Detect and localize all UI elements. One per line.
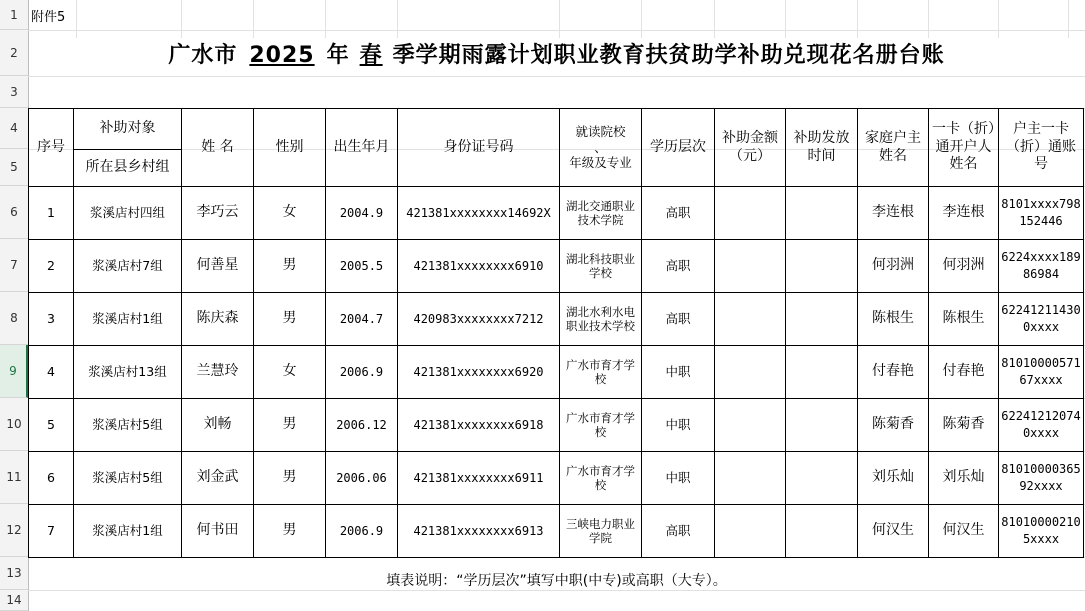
header-school[interactable]: 就读院校 、 年级及专业 (559, 108, 642, 187)
cell-account-holder[interactable]: 何羽洲 (928, 239, 999, 293)
cell-household-head[interactable]: 陈菊香 (857, 398, 929, 452)
row-number[interactable]: 11 (0, 451, 28, 504)
cell-village[interactable]: 浆溪店村1组 (73, 504, 182, 558)
gridline-v (714, 0, 715, 38)
cell-amount[interactable] (714, 504, 786, 558)
title-suffix: 季学期雨露计划职业教育扶贫助学补助兑现花名册台账 (392, 43, 945, 69)
header-gender[interactable]: 性别 (253, 108, 326, 187)
cell-household-head[interactable]: 何汉生 (857, 504, 929, 558)
cell-account[interactable]: 810100002105xxxx (998, 504, 1084, 558)
gridline-v (785, 0, 786, 38)
cell-name[interactable]: 陈庆森 (181, 292, 254, 346)
cell-village[interactable]: 浆溪店村5组 (73, 398, 182, 452)
cell-time[interactable] (785, 398, 858, 452)
gridline-v (1068, 0, 1069, 38)
cell-village[interactable]: 浆溪店村13组 (73, 345, 182, 399)
gridline-v (857, 0, 858, 38)
cell-village[interactable]: 浆溪店村5组 (73, 451, 182, 505)
row-number[interactable]: 13 (0, 557, 28, 590)
cell-seq[interactable]: 7 (28, 504, 74, 558)
title-year: 2025 (249, 43, 315, 69)
cell-household-head[interactable]: 付春艳 (857, 345, 929, 399)
cell-school[interactable]: 湖北科技职业学校 (559, 239, 642, 293)
cell-idno[interactable]: 420983xxxxxxxx7212 (397, 292, 560, 346)
gridline-v (397, 0, 398, 38)
cell-birth[interactable]: 2004.7 (325, 292, 398, 346)
row-number[interactable]: 2 (0, 30, 28, 76)
cell-account-holder[interactable]: 李连根 (928, 186, 999, 240)
header-seq[interactable]: 序号 (28, 108, 74, 187)
cell-name[interactable]: 李巧云 (181, 186, 254, 240)
row-number[interactable]: 10 (0, 398, 28, 451)
cell-time[interactable] (785, 292, 858, 346)
gridline-h (28, 30, 1085, 31)
cell-school[interactable]: 广水市育才学校 (559, 345, 642, 399)
cell-village[interactable]: 浆溪店村四组 (73, 186, 182, 240)
header-village[interactable]: 所在县乡村组 (73, 149, 182, 187)
row-number[interactable]: 1 (0, 0, 28, 30)
cell-time[interactable] (785, 504, 858, 558)
cell-account[interactable]: 622412114300xxxx (998, 292, 1084, 346)
title-year-suffix: 年 (326, 43, 350, 69)
cell-school[interactable]: 湖北水利水电职业技术学校 (559, 292, 642, 346)
header-name[interactable]: 姓 名 (181, 108, 254, 187)
cell-birth[interactable]: 2005.5 (325, 239, 398, 293)
cell-amount[interactable] (714, 345, 786, 399)
header-time[interactable]: 补助发放时间 (785, 108, 858, 187)
gridline-v (325, 0, 326, 38)
cell-seq[interactable]: 3 (28, 292, 74, 346)
header-household-head[interactable]: 家庭户主姓名 (857, 108, 929, 187)
row-number[interactable]: 14 (0, 590, 28, 611)
cell-gender[interactable]: 男 (253, 451, 326, 505)
cell-birth[interactable]: 2006.9 (325, 345, 398, 399)
cell-account-holder[interactable]: 付春艳 (928, 345, 999, 399)
cell-account[interactable]: 622412120740xxxx (998, 398, 1084, 452)
gridline-v (998, 0, 999, 38)
cell-account[interactable]: 8101000057167xxxx (998, 345, 1084, 399)
gridline-v (928, 0, 929, 38)
cell-household-head[interactable]: 陈根生 (857, 292, 929, 346)
header-target[interactable]: 补助对象 (73, 108, 182, 150)
cell-household-head[interactable]: 何羽洲 (857, 239, 929, 293)
cell-seq[interactable]: 4 (28, 345, 74, 399)
cell-time[interactable] (785, 345, 858, 399)
header-idno[interactable]: 身份证号码 (397, 108, 560, 187)
cell-level[interactable]: 中职 (641, 451, 715, 505)
cell-birth[interactable]: 2006.9 (325, 504, 398, 558)
cell-account[interactable]: 8101000036592xxxx (998, 451, 1084, 505)
row-number[interactable]: 7 (0, 239, 28, 292)
cell-seq[interactable]: 6 (28, 451, 74, 505)
cell-amount[interactable] (714, 451, 786, 505)
gridline-v (641, 0, 642, 38)
cell-level[interactable]: 中职 (641, 398, 715, 452)
cell-school[interactable]: 广水市育才学校 (559, 451, 642, 505)
title-season: 春 (359, 43, 383, 69)
cell-name[interactable]: 何善星 (181, 239, 254, 293)
sheet-title[interactable] (28, 38, 1085, 74)
row-number[interactable]: 9 (0, 345, 28, 398)
cell-name[interactable]: 兰慧玲 (181, 345, 254, 399)
header-account-holder[interactable]: 一卡（折）通开户人姓名 (928, 108, 999, 187)
cell-idno[interactable]: 421381xxxxxxxx14692X (397, 186, 560, 240)
header-birth[interactable]: 出生年月 (325, 108, 398, 187)
cell-name[interactable]: 何书田 (181, 504, 254, 558)
header-account[interactable]: 户主一卡（折）通账号 (998, 108, 1084, 187)
cell-gender[interactable]: 女 (253, 186, 326, 240)
cell-time[interactable] (785, 239, 858, 293)
cell-amount[interactable] (714, 398, 786, 452)
cell-school[interactable]: 三峡电力职业学院 (559, 504, 642, 558)
cell-idno[interactable]: 421381xxxxxxxx6918 (397, 398, 560, 452)
cell-level[interactable]: 高职 (641, 186, 715, 240)
cell-idno[interactable]: 421381xxxxxxxx6920 (397, 345, 560, 399)
cell-time[interactable] (785, 186, 858, 240)
cell-idno[interactable]: 421381xxxxxxxx6910 (397, 239, 560, 293)
cell-idno[interactable]: 421381xxxxxxxx6911 (397, 451, 560, 505)
row-number[interactable]: 6 (0, 186, 28, 239)
attachment-label[interactable]: 附件5 (31, 9, 66, 25)
cell-birth[interactable]: 2006.06 (325, 451, 398, 505)
row-number[interactable]: 8 (0, 292, 28, 345)
cell-account-holder[interactable]: 陈根生 (928, 292, 999, 346)
cell-name[interactable]: 刘畅 (181, 398, 254, 452)
cell-school[interactable]: 广水市育才学校 (559, 398, 642, 452)
cell-seq[interactable]: 2 (28, 239, 74, 293)
row-number[interactable]: 3 (0, 76, 28, 108)
cell-account-holder[interactable]: 何汉生 (928, 504, 999, 558)
gridline-v (253, 0, 254, 38)
cell-village[interactable]: 浆溪店村1组 (73, 292, 182, 346)
row-number[interactable]: 12 (0, 504, 28, 557)
cell-village[interactable]: 浆溪店村7组 (73, 239, 182, 293)
cell-name[interactable]: 刘金武 (181, 451, 254, 505)
cell-gender[interactable]: 男 (253, 239, 326, 293)
cell-gender[interactable]: 男 (253, 504, 326, 558)
cell-household-head[interactable]: 刘乐灿 (857, 451, 929, 505)
gridline-v (181, 0, 182, 38)
cell-gender[interactable]: 男 (253, 398, 326, 452)
cell-level[interactable]: 高职 (641, 292, 715, 346)
cell-amount[interactable] (714, 239, 786, 293)
cell-gender[interactable]: 女 (253, 345, 326, 399)
row-number[interactable]: 5 (0, 149, 28, 186)
header-amount[interactable]: 补助金额（元） (714, 108, 786, 187)
cell-account-holder[interactable]: 刘乐灿 (928, 451, 999, 505)
cell-household-head[interactable]: 李连根 (857, 186, 929, 240)
cell-account[interactable]: 6224xxxx18986984 (998, 239, 1084, 293)
header-level[interactable]: 学历层次 (641, 108, 715, 187)
cell-amount[interactable] (714, 186, 786, 240)
fill-instructions[interactable]: 填表说明：“学历层次”填写中职(中专)或高职（大专）。 (386, 573, 727, 590)
cell-seq[interactable]: 1 (28, 186, 74, 240)
cell-level[interactable]: 高职 (641, 239, 715, 293)
title-prefix: 广水市 (168, 43, 238, 69)
cell-time[interactable] (785, 451, 858, 505)
cell-amount[interactable] (714, 292, 786, 346)
cell-level[interactable]: 高职 (641, 504, 715, 558)
cell-birth[interactable]: 2006.12 (325, 398, 398, 452)
gridline-v (559, 0, 560, 38)
cell-birth[interactable]: 2004.9 (325, 186, 398, 240)
cell-account[interactable]: 8101xxxx798152446 (998, 186, 1084, 240)
spreadsheet-grid (28, 0, 1085, 611)
cell-idno[interactable]: 421381xxxxxxxx6913 (397, 504, 560, 558)
cell-seq[interactable]: 5 (28, 398, 74, 452)
cell-account-holder[interactable]: 陈菊香 (928, 398, 999, 452)
gridline-v (76, 0, 77, 38)
gridline-h (28, 76, 1085, 77)
cell-school[interactable]: 湖北交通职业技术学院 (559, 186, 642, 240)
row-number[interactable]: 4 (0, 108, 28, 149)
cell-level[interactable]: 中职 (641, 345, 715, 399)
cell-gender[interactable]: 男 (253, 292, 326, 346)
